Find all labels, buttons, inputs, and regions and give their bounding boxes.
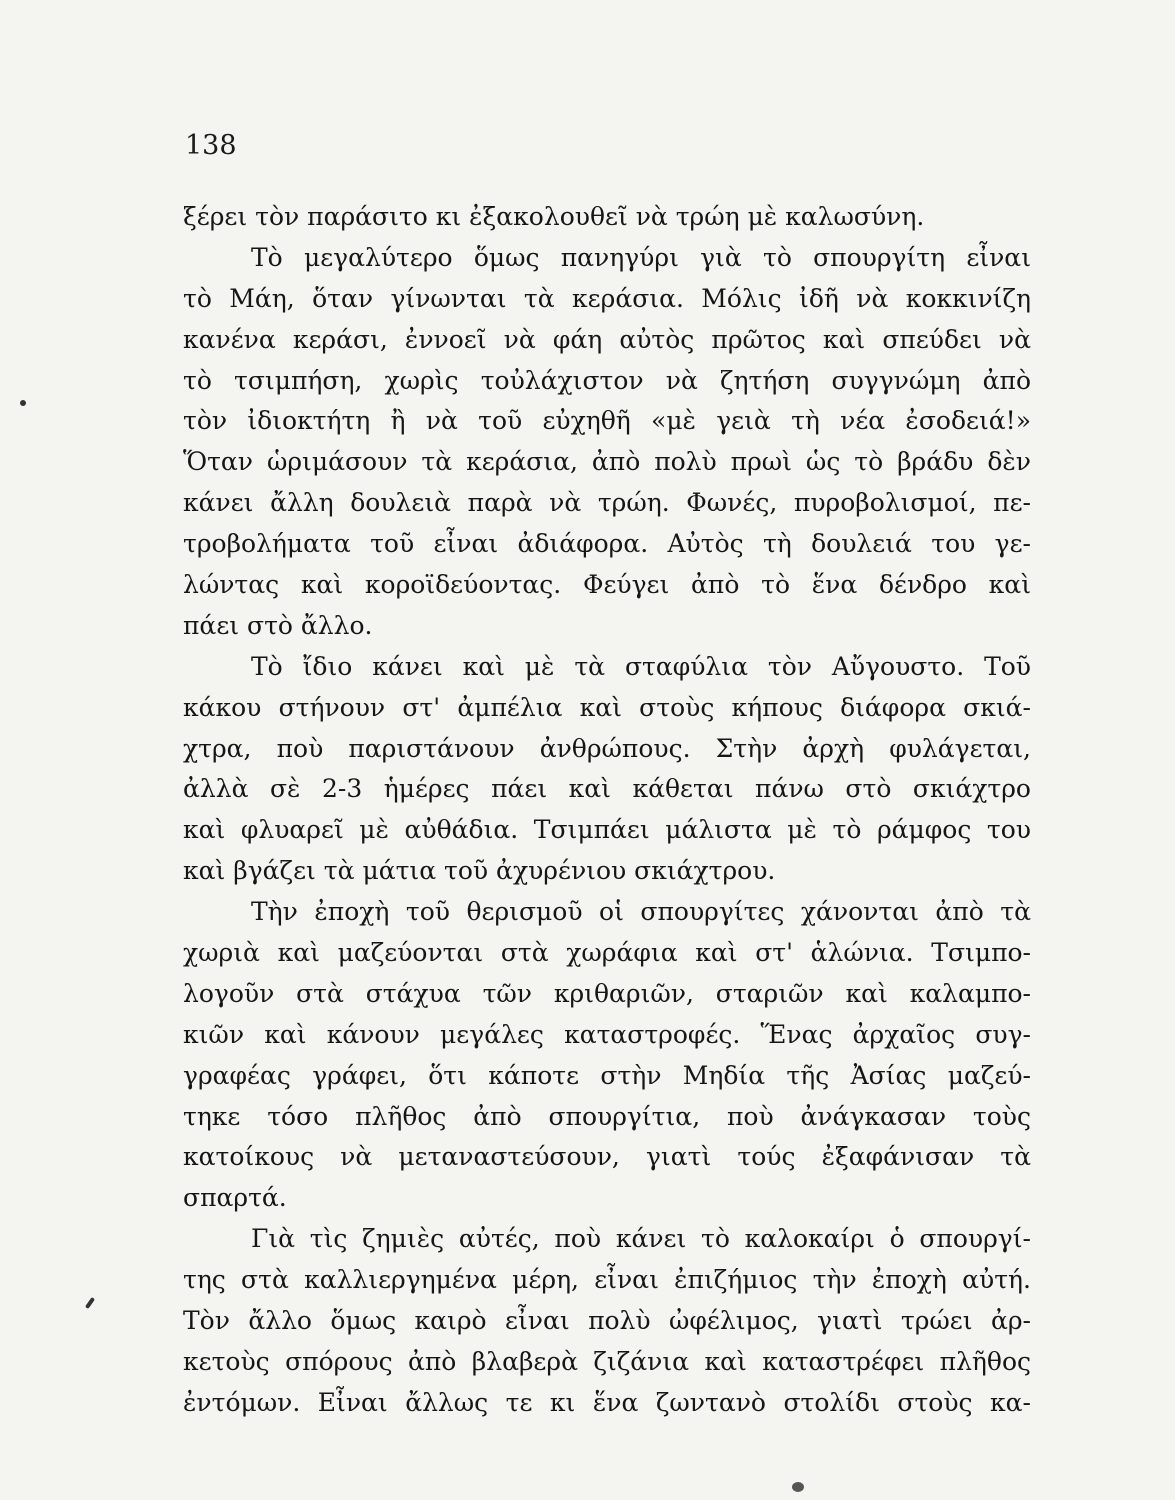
text-line: Ὅταν ὡριμάσουν τὰ κεράσια, ἀπὸ πολὺ πρωὶ ὡς τὸ βράδυ δὲν <box>183 447 1031 477</box>
text-line: Τὸ μεγαλύτερο ὅμως πανηγύρι γιὰ τὸ σπουργίτη εἶναι <box>251 242 1031 272</box>
text-line: πάει στὸ ἄλλο. <box>183 610 373 640</box>
text-line: τὸ τσιμπήση, χωρὶς τοὐλάχιστον νὰ ζητήση συγγνώμη ἀπὸ <box>183 365 1031 395</box>
text-line: κάνει ἄλλη δουλειὰ παρὰ νὰ τρώη. Φωνές, πυροβολισμοί, πε- <box>183 488 1031 518</box>
text-line: σπαρτά. <box>183 1183 287 1213</box>
text-line: χτρα, ποὺ παριστάνουν ἀνθρώπους. Στὴν ἀρχὴ φυλάγεται, <box>183 733 1031 763</box>
scan-speck <box>792 1482 804 1492</box>
text-line: κιῶν καὶ κάνουν μεγάλες καταστροφές. Ἕνας ἀρχαῖος συγ- <box>183 1019 1031 1049</box>
text-line: κανένα κεράσι, ἐννοεῖ νὰ φάη αὐτὸς πρῶτος καὶ σπεύδει νὰ <box>183 324 1031 354</box>
text-line: λώντας καὶ κοροϊδεύοντας. Φεύγει ἀπὸ τὸ ἕνα δένδρο καὶ <box>183 570 1031 600</box>
text-line: χωριὰ καὶ μαζεύονται στὰ χωράφια καὶ στ' ἁλώνια. Τσιμπο- <box>183 938 1031 968</box>
text-line: τροβολήματα τοῦ εἶναι ἀδιάφορα. Αὐτὸς τὴ δουλειά του γε- <box>183 529 1031 559</box>
text-line: κατοίκους νὰ μεταναστεύσουν, γιατὶ τούς ἐξαφάνισαν τὰ <box>183 1142 1031 1172</box>
text-line: Τὸν ἄλλο ὅμως καιρὸ εἶναι πολὺ ὠφέλιμος, γιατὶ τρώει ἀρ- <box>183 1306 1031 1336</box>
text-line: της στὰ καλλιεργημένα μέρη, εἶναι ἐπιζήμιος τὴν ἐποχὴ αὐτή. <box>183 1265 1031 1295</box>
text-line: καὶ φλυαρεῖ μὲ αὐθάδια. Τσιμπάει μάλιστα μὲ τὸ ράμφος του <box>183 815 1031 845</box>
text-line: κάκου στήνουν στ' ἀμπέλια καὶ στοὺς κήπους διάφορα σκιά- <box>183 692 1031 722</box>
text-line: Τὴν ἐποχὴ τοῦ θερισμοῦ οἱ σπουργίτες χάνονται ἀπὸ τὰ <box>251 897 1031 927</box>
body-text <box>183 197 1031 1424</box>
text-line: κετοὺς σπόρους ἀπὸ βλαβερὰ ζιζάνια καὶ καταστρέφει πλῆθος <box>183 1346 1031 1376</box>
page-number: 138 <box>185 130 237 161</box>
text-line: Τὸ ἴδιο κάνει καὶ μὲ τὰ σταφύλια τὸν Αὔγουστο. Τοῦ <box>251 651 1031 681</box>
text-line: λογοῦν στὰ στάχυα τῶν κριθαριῶν, σταριῶν καὶ καλαμπο- <box>183 978 1031 1008</box>
text-line: ἀλλὰ σὲ 2-3 ἡμέρες πάει καὶ κάθεται πάνω στὸ σκιάχτρο <box>183 774 1031 804</box>
scan-speck <box>20 400 26 406</box>
text-line: γραφέας γράφει, ὅτι κάποτε στὴν Μηδία τῆς Ἀσίας μαζεύ- <box>183 1060 1031 1090</box>
text-line: ἐντόμων. Εἶναι ἄλλως τε κι ἕνα ζωντανὸ στολίδι στοὺς κα- <box>183 1387 1031 1417</box>
scan-speck <box>85 1297 95 1309</box>
text-line: τηκε τόσο πλῆθος ἀπὸ σπουργίτια, ποὺ ἀνάγκασαν τοὺς <box>183 1101 1031 1131</box>
text-line: Γιὰ τὶς ζημιὲς αὐτές, ποὺ κάνει τὸ καλοκαίρι ὁ σπουργί- <box>251 1224 1031 1254</box>
text-line: καὶ βγάζει τὰ μάτια τοῦ ἀχυρένιου σκιάχτρου. <box>183 856 776 886</box>
text-line: τὸ Μάη, ὅταν γίνωνται τὰ κεράσια. Μόλις ἰδῆ νὰ κοκκινίζη <box>183 283 1031 313</box>
text-line: ξέρει τὸν παράσιτο κι ἐξακολουθεῖ νὰ τρώη μὲ καλωσύνη. <box>183 202 925 231</box>
text-line: τὸν ἰδιοκτήτη ἢ νὰ τοῦ εὐχηθῆ «μὲ γειὰ τὴ νέα ἐσοδειά!» <box>183 406 1031 436</box>
